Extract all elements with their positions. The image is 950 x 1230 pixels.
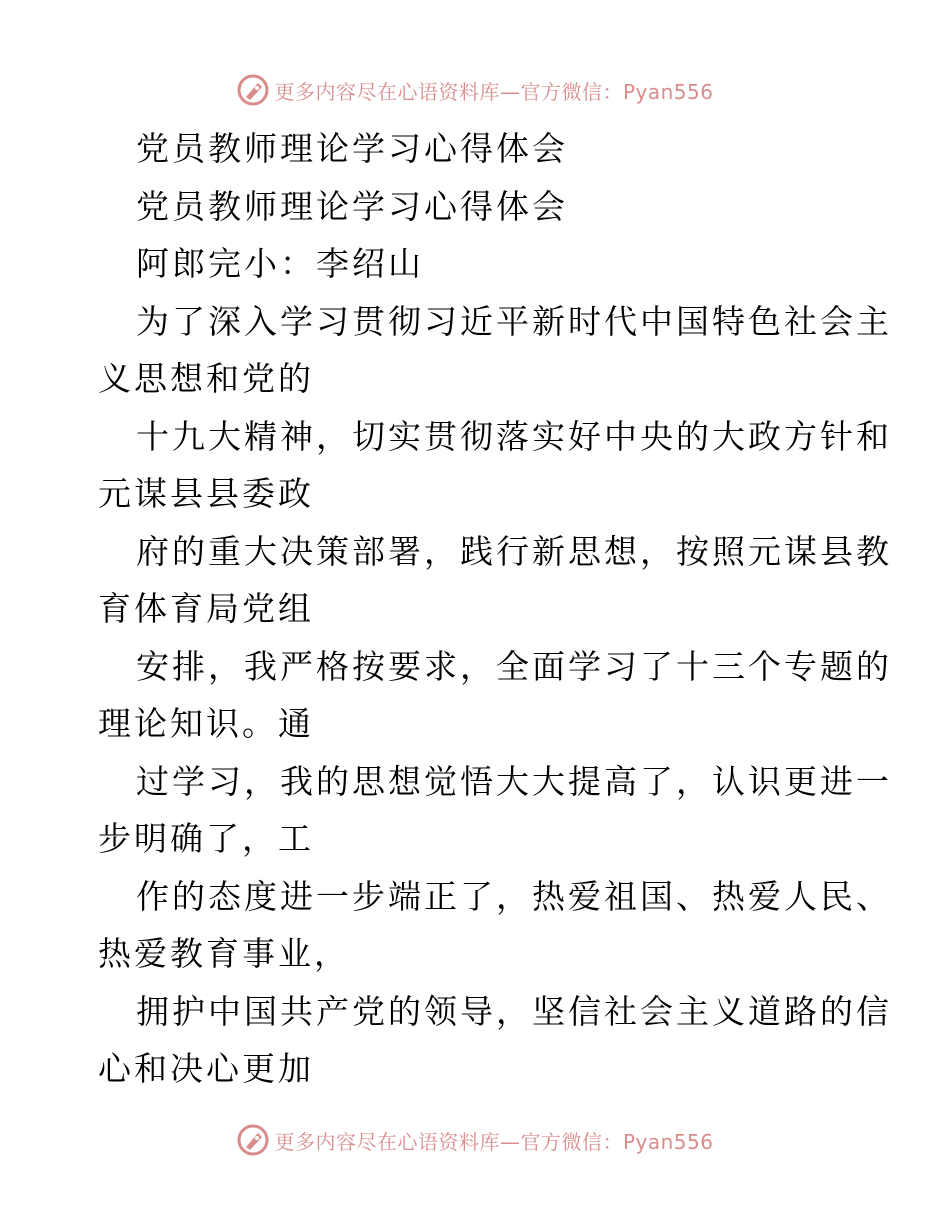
paragraph-line: 过学习，我的思想觉悟大大提高了，认识更进一 [136,761,892,801]
paragraph-line: 为了深入学习贯彻习近平新时代中国特色社会主 [136,301,892,341]
document-title: 党员教师理论学习心得体会 [136,129,568,168]
pen-nib-logo-icon [236,73,270,107]
paragraph-line: 安排，我严格按要求，全面学习了十三个专题的 [136,646,892,686]
document-body [98,120,892,1098]
paragraph-line: 理论知识。通 [98,704,314,743]
paragraph-line: 育体育局党组 [98,589,314,628]
paragraph-line: 十九大精神，切实贯彻落实好中央的大政方针和 [136,416,892,456]
watermark-text: 更多内容尽在心语资料库—官方微信：Pyan556 [274,1129,714,1154]
footer-watermark-banner [0,1120,950,1160]
author-line: 阿郎完小：李绍山 [136,244,424,283]
document-subtitle: 党员教师理论学习心得体会 [136,186,568,226]
paragraph-line: 热爱教育事业， [98,934,350,973]
paragraph-line: 拥护中国共产党的领导，坚信社会主义道路的信 [136,991,892,1031]
paragraph-line: 心和决心更加 [98,1049,314,1088]
paragraph-line: 府的重大决策部署，践行新思想，按照元谋县教 [136,531,892,571]
paragraph-line: 义思想和党的 [98,359,314,398]
paragraph-line: 步明确了，工 [98,819,314,858]
watermark-text: 更多内容尽在心语资料库—官方微信：Pyan556 [274,79,714,104]
header-watermark-banner [0,70,950,110]
paragraph-line: 元谋县县委政 [98,474,314,513]
pen-nib-logo-icon [236,1123,270,1157]
paragraph-line: 作的态度进一步端正了，热爱祖国、热爱人民、 [136,876,892,916]
